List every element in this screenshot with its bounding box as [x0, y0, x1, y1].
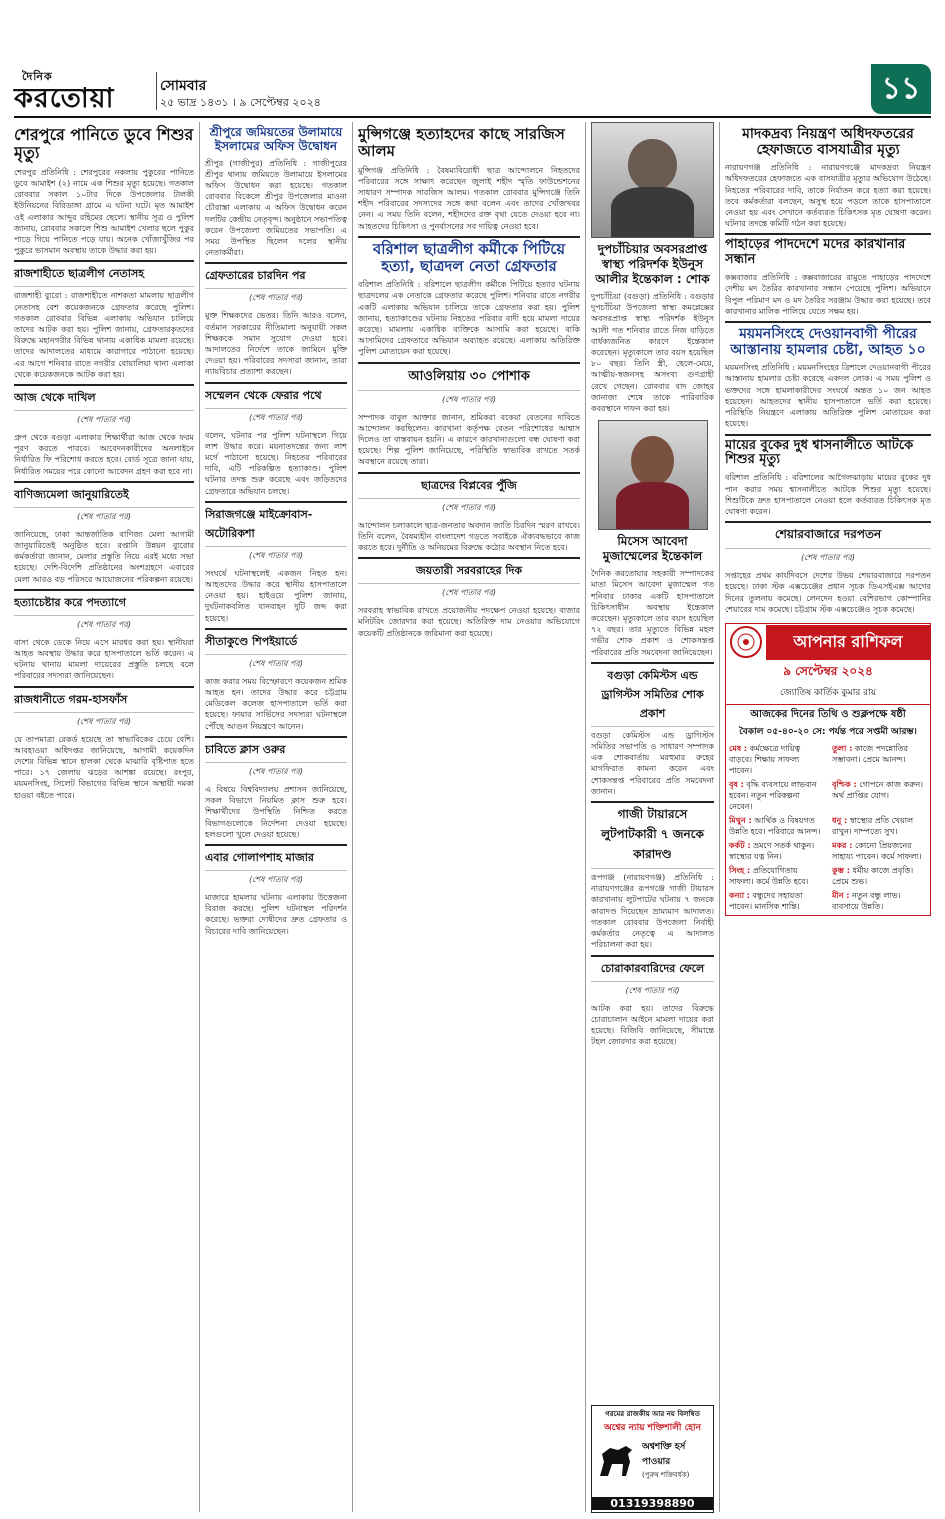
horoscope-item: বৃশ্চিক : গোপনে কাজ করুন। অর্থ প্রাপ্তির যোগ। [832, 780, 923, 800]
horoscope-time: বৈকাল ০৫-৪০-২০ সে: পর্যন্ত পরে সপ্তমী আরম্ভ। [739, 727, 917, 737]
continued-label: (শেষ পাতার পর) [441, 502, 497, 512]
continued-label: (শেষ পাতার পর) [248, 550, 304, 560]
portrait-photo [591, 122, 714, 238]
ad-line: অশ্বের ন্যায় শক্তিশালী হোন [603, 1423, 701, 1433]
article-headline: পাহাড়ের পাদদেশে মদের কারখানার সন্ধান [725, 233, 931, 268]
article-subheadline: ছাত্রদের বিপ্লবের পুঁজি [358, 472, 580, 499]
masthead-day: সোমবার [160, 78, 207, 94]
horoscope-author: জ্যোতিষ কার্তিক কুমার রায় [779, 688, 877, 698]
article-body: সপ্তাহের প্রথম কার্যদিবসে দেশের উভয় শেয়ারবাজারে দরপতন হয়েছে। ঢাকা স্টক এক্সচেঞ্জের প্রধান সূচক ডিএসইএক্স আগের দিনের তুলনায় কমেছে। লেনদেন হওয়া বেশিরভাগ কোম্পানির শেয়ারের দাম কমেছে। চট্টগ্রাম স্টক এক্সচেঞ্জেও সূচক কমেছে। [725, 571, 931, 614]
article-subheadline: এবার গোলাপশাহ মাজার [205, 844, 347, 871]
ad-product: অশ্বশক্তি হর্স পাওয়ার [642, 1442, 686, 1467]
article-headline: মায়ের বুকের দুধ শ্বাসনালীতে আটকে শিশুর মৃত্যু [725, 434, 931, 469]
horoscope-item: কর্কট : ভ্রমণে সতর্ক থাকুন। স্বাস্থ্যের যত্ন নিন। [729, 841, 815, 861]
article-body: সম্পাদক বাবুল আক্তার জানান, শ্রমিকরা বকেয়া বেতনের দাবিতে আন্দোলন করছিলেন। কারখানা কর্তৃপক্ষ বেতন পরিশোধের আশ্বাস দিলেও তা বাস্তবায়ন হয়নি। এ কারণে কারখানাগুলো বন্ধ ঘোষণা করা হয়েছে। শিল্প পুলিশ জানিয়েছে, পরিস্থিতি স্বাভাবিক রাখতে সতর্ক অবস্থানে রয়েছে তারা। [358, 412, 580, 467]
photo-caption: মিসেস আবেদা মুজাম্মেলের ইন্তেকাল [602, 534, 703, 564]
column-divider [352, 122, 353, 1512]
logo-small-text: দৈনিক [22, 70, 53, 83]
continued-label: (শেষ পাতার পর) [800, 553, 856, 563]
article-body: বগুড়া কেমিস্টস এন্ড ড্রাগিস্টস সমিতির সভাপতি ও সাধারণ সম্পাদক এক শোকবার্তায় মরহুমার রুহের মাগফিরাত কামনা করেন এবং শোকসন্তপ্ত পরিবারের প্রতি সমবেদনা জানান। [591, 730, 714, 796]
logo-big-text: করতোয়া [14, 83, 115, 114]
article-subheadline: হত্যাচেষ্টার করে পদত্যাগে [14, 589, 194, 616]
zodiac-wheel-icon [726, 624, 766, 660]
ad-subtitle: (পুরুষ শক্তিবর্ধক) [642, 1471, 690, 1479]
column-5 [725, 122, 931, 1510]
article-subheadline: জয়তারী সরবরাহের দিক [358, 557, 580, 584]
horoscope-date: ৯ সেপ্টেম্বর ২০২৪ [783, 664, 873, 678]
article-headline: মাদকদ্রব্য নিয়ন্ত্রণ অধিদফতরের হেফাজতে বাসযাত্রীর মৃত্যু [742, 126, 914, 159]
horoscope-tithi: আজকের দিনের তিথি ও শুক্লপক্ষে ষষ্ঠী [726, 704, 930, 724]
continued-label: (শেষ পাতার পর) [76, 415, 132, 425]
horoscope-item: মীন : নতুন বন্ধু লাভ। ব্যবসায়ে উন্নতি। [832, 891, 901, 911]
column-1 [14, 122, 194, 1510]
article-subheadline: গ্রেফতারের চারদিন পর [205, 262, 347, 289]
article-body: রাজশাহী ব্যুরো : রাজশাহীতে নাশকতা মামলায় ছাত্রলীগ নেতাসহ বেশ কয়েকজনকে গ্রেফতার করেছে পুলিশ। গতকাল রোববার বিভিন্ন এলাকায় অভিযান চালিয়ে তাদের আটক করা হয়। পুলিশ জানায়, গ্রেফতারকৃতদের বিরুদ্ধে মহানগরীর বিভিন্ন থানায় একাধিক মামলা রয়েছে। তাদের আদালতের মাধ্যমে কারাগারে পাঠানো হয়েছে। এর আগে শনিবার রাতে নগরীর বোয়ালিয়া থানা এলাকা থেকে কয়েকজনকে আটক করা হয়। [14, 291, 194, 379]
horse-power-ad [591, 1405, 714, 1513]
continued-label: (শেষ পাতার পর) [248, 766, 304, 776]
article-subheadline: সিরাজগঞ্জে মাইক্রোবাস-অটোরিকশা [205, 501, 347, 547]
article-body: জানিয়েছে, ঢাকা আন্তর্জাতিক বাণিজ্য মেলা আগামী জানুয়ারিতেই অনুষ্ঠিত হবে। রপ্তানি উন্নয়ন ব্যুরোর কর্মকর্তারা জানান, মেলার প্রস্তুতি নিয়ে এরই মধ্যে সভা হয়েছে। দেশি-বিদেশি প্রতিষ্ঠানের অংশগ্রহণে এবারের মেলা আরও বড় পরিসরে আয়োজনের পরিকল্পনা রয়েছে। [14, 529, 194, 584]
article-body: দুপচাঁচিয়া (বগুড়া) প্রতিনিধি : বগুড়ার দুপচাঁচিয়া উপজেলা স্বাস্থ্য কমপ্লেক্সের অবসরপ্রাপ্ত স্বাস্থ্য পরিদর্শক ইউনুস আলী গত শনিবার রাতে নিজ বাড়িতে বার্ধক্যজনিত কারণে ইন্তেকাল করেছেন। মৃত্যুকালে তার বয়স হয়েছিল ৮০ বছর। তিনি স্ত্রী, ছেলে-মেয়ে, আত্মীয়-স্বজনসহ অসংখ্য গুণগ্রাহী রেখে গেছেন। রোববার বাদ জোহর জানাজা শেষে তাকে পারিবারিক কবরস্থানে দাফন করা হয়। [591, 292, 714, 414]
horoscope-item: কুম্ভ : ধর্মীয় কাজে প্রবৃত্তি। প্রেমে শুভ। [832, 866, 914, 886]
page-number-badge: ১১ [871, 64, 931, 114]
article-headline: শ্রীপুরে জমিয়তের উলামায়ে ইসলামের অফিস উদ্বোধন [209, 125, 343, 153]
article-body: বলেন, ঘটনার পর পুলিশ ঘটনাস্থলে গিয়ে লাশ উদ্ধার করে। ময়নাতদন্তের জন্য লাশ মর্গে পাঠানো হয়েছে। নিহতের পরিবারের দাবি, এটি পরিকল্পিত হত্যাকাণ্ড। পুলিশ ঘটনার তদন্ত শুরু করেছে এবং জড়িতদের গ্রেফতারে অভিযান চলছে। [205, 430, 347, 496]
article-headline: বরিশাল ছাত্রলীগ কর্মীকে পিটিয়ে হত্যা, ছাত্রদল নেতা গ্রেফতার [358, 236, 580, 276]
column-4 [591, 122, 714, 1510]
article-body: বরিশাল প্রতিনিধি : বরিশালের আগৈলঝাড়ায় মায়ের বুকের দুধ পান করার সময় শ্বাসনালীতে আটকে শিশুর মৃত্যু হয়েছে। শিশুটিকে দ্রুত হাসপাতালে নেওয়া হলে কর্তব্যরত চিকিৎসক মৃত ঘোষণা করেন। [725, 473, 931, 516]
horoscope-item: তুলা : কাজে পদন্নোতির সম্ভাবনা। প্রেমে আনন্দ। [832, 744, 909, 764]
article-body: শ্রীপুর (গাজীপুর) প্রতিনিধি : গাজীপুরের শ্রীপুর থানায় জমিয়তে উলামায়ে ইসলামের অফিস উদ্বোধন করা হয়েছে। গতকাল রোববার বিকেলে শ্রীপুর উপজেলার মাওনা চৌরাস্তা এলাকায় এ অফিস উদ্বোধন করেন দলটির কেন্দ্রীয় নেতৃবৃন্দ। অনুষ্ঠানে সভাপতিত্ব করেন উপজেলা জমিয়তের সভাপতি। এ সময় উপস্থিত ছিলেন দলের স্থানীয় নেতাকর্মীরা। [205, 158, 347, 258]
continued-label: (শেষ পাতার পর) [248, 293, 304, 303]
continued-label: (শেষ পাতার পর) [625, 985, 680, 995]
article-subheadline: গাজী টায়ারসে লুটপাটকারী ৭ জনকে কারাদণ্ড [591, 801, 714, 869]
article-body: ময়মনসিংহ প্রতিনিধি : ময়মনসিংহের ত্রিশালে দেওয়ানবাগী পীরের আস্তানায় হামলার চেষ্টা করেছে একদল লোক। এ সময় পুলিশ ও ভক্তদের সঙ্গে হামলাকারীদের সংঘর্ষে অন্তত ১০ জন আহত হয়েছেন। আহতদের স্থানীয় হাসপাতালে ভর্তি করা হয়েছে। পরিস্থিতি নিয়ন্ত্রণে এলাকায় অতিরিক্ত পুলিশ মোতায়েন করা হয়েছে। [725, 363, 931, 429]
article-body: মুক্ত শিক্ষকদের ভেতর। তিনি আরও বলেন, বর্তমান সরকারের নীতিমালা অনুযায়ী সকল শিক্ষককে সমান সুযোগ দেওয়া হবে। আদালতের নির্দেশে তাকে জামিনে মুক্তি দেওয়া হয়। পরিবারের সদস্যরা জানান, তারা ন্যায়বিচার প্রত্যাশা করছেন। [205, 311, 347, 377]
ad-phone: 01319398890 [592, 1497, 713, 1510]
article-body: আন্দোলন চলাকালে ছাত্র-জনতার অবদান জাতি চিরদিন স্মরণ রাখবে। তিনি বলেন, বৈষম্যহীন বাংলাদেশ গড়তে সবাইকে ঐক্যবদ্ধভাবে কাজ করতে হবে। দুর্নীতি ও অনিয়মের বিরুদ্ধে কঠোর অবস্থান নিতে হবে। [358, 520, 580, 553]
horoscope-list [726, 743, 930, 915]
continued-label: (শেষ পাতার পর) [441, 588, 497, 598]
article-body: সংঘর্ষে ঘটনাস্থলেই একজন নিহত হন। আহতদের উদ্ধার করে স্থানীয় হাসপাতালে নেওয়া হয়। হাইওয়ে পুলিশ জানায়, দুর্ঘটনাকবলিত যানবাহন দুটি জব্দ করা হয়েছে। [205, 568, 347, 623]
article-body: মাজারে হামলার ঘটনায় এলাকায় উত্তেজনা বিরাজ করছে। পুলিশ ঘটনাস্থল পরিদর্শন করেছে। ভক্তরা দোষীদের দ্রুত গ্রেফতার ও বিচারের দাবি জানিয়েছেন। [205, 892, 347, 936]
article-subheadline: বাণিজ্যমেলা জানুয়ারিতেই [14, 481, 194, 508]
column-divider [199, 122, 200, 1512]
article-headline: মুন্সিগঞ্জে হত্যাহদের কাছে সারজিস আলম [358, 125, 565, 161]
article-body: দৈনিক করতোয়ার সহকারী সম্পাদকের মাতা মিসেস আবেদা মুজাম্মেল গত শনিবার ঢাকার একটি হাসপাতালে চিকিৎসাধীন অবস্থায় ইন্তেকাল করেছেন। মৃত্যুকালে তার বয়স হয়েছিল ৭২ বছর। তার মৃত্যুতে বিভিন্ন মহল গভীর শোক প্রকাশ ও শোকসন্তপ্ত পরিবারের প্রতি সমবেদনা জানিয়েছেন। [591, 569, 714, 657]
column-divider [585, 122, 586, 1512]
article-subheadline: আজ থেকে দাখিল [14, 384, 194, 411]
continued-label: (শেষ পাতার পর) [76, 619, 132, 629]
portrait-photo [598, 420, 708, 530]
article-body: মুন্সিগঞ্জ প্রতিনিধি : বৈষম্যবিরোধী ছাত্র আন্দোলনে নিহতদের পরিবারের সঙ্গে সাক্ষাৎ করেছেন জুলাই শহীদ স্মৃতি ফাউন্ডেশনের সাধারণ সম্পাদক সারজিস আলম। গতকাল রোববার মুন্সিগঞ্জে তিনি শহীদ পরিবারের সদস্যদের সঙ্গে কথা বলেন এবং তাদের খোঁজখবর নেন। এ সময় তিনি বলেন, শহীদদের রক্ত বৃথা যেতে দেওয়া হবে না। আহতদের চিকিৎসা ও পুনর্বাসনের সব দায়িত্ব নেওয়া হবে। [358, 165, 580, 231]
masthead-date: ২৫ ভাদ্র ১৪৩১ । ৯ সেপ্টেম্বর ২০২৪ [160, 96, 321, 109]
article-subheadline: শেয়ারবাজারে দরপতন [725, 521, 931, 549]
ad-line: গরমের রাজকীয় আর নয় বিলম্বিত [605, 1410, 700, 1418]
photo-caption: দুপচাঁচিয়ার অবসরপ্রাপ্ত স্বাস্থ্য পরিদর্শক ইউনুস আলীর ইন্তেকাল : শোক [595, 242, 710, 286]
horoscope-item: বৃষ : বৃদ্ধি ব্যবসায়ে লাভবান হবেন। নতুন পরিকল্পনা নেবেন। [729, 780, 817, 811]
article-body: সরবরাহ স্বাভাবিক রাখতে প্রয়োজনীয় পদক্ষেপ নেওয়া হয়েছে। বাজার মনিটরিং জোরদার করা হয়েছে। অতিরিক্ত দাম নেওয়ার অভিযোগে কয়েকটি প্রতিষ্ঠানকে জরিমানা করা হয়েছে। [358, 606, 580, 638]
horoscope-item: সিংহ : প্রতিযোগিতায় সাফল্য। কর্মে উন্নতি হবে। [729, 866, 809, 886]
horoscope-item: মকর : কোনো প্রিয়জনের সাহায্য পাবেন। কর্মে সাফল্য। [832, 841, 922, 861]
continued-label: (শেষ পাতার পর) [248, 658, 304, 668]
article-subheadline: বগুড়া কেমিস্টস এন্ড ড্রাগিস্টস সমিতির শোক প্রকাশ [591, 662, 714, 727]
horoscope-item: মিথুন : আর্থিক ও বিষয়গত উন্নতি হবে। পরিবারে আনন্দ। [729, 816, 821, 836]
horoscope-item: ধনু : স্বাস্থ্যের প্রতি খেয়াল রাখুন। দাম্পত্যে সুখ। [832, 816, 914, 836]
horoscope-box [725, 623, 931, 916]
article-body: বাসা থেকে ডেকে নিয়ে এসে মারধর করা হয়। স্থানীয়রা আহত অবস্থায় উদ্ধার করে হাসপাতালে ভর্তি করেন। এ ঘটনায় থানায় মামলা দায়েরের প্রস্তুতি চলছে বলে পরিবারের সদস্যরা জানিয়েছেন। [14, 637, 194, 681]
horse-icon [592, 1440, 642, 1480]
masthead-rule [14, 116, 931, 118]
article-body: শেরপুর প্রতিনিধি : শেরপুরের নকলায় পুকুরের পানিতে ডুবে আমাইশ (২) নামে এক শিশুর মৃত্যু হয়েছে। গতকাল রোববার সকাল ১০টার দিকে উপজেলার টালকী ইউনিয়নের বিরিডাঙ্গা গ্রামে এ ঘটনা ঘটে। মৃত আমাইশ ওই এলাকার আব্দুর রহিমের ছেলে। স্থানীয় সূত্র ও পুলিশ জানায়, রোববার সকালে শিশু আমাইশ খেলার ছলে পুকুর পাড়ে গিয়ে পানিতে পড়ে যায়। অনেক খোঁজাখুঁজির পর পুকুরে ভাসমান অবস্থায় তাকে উদ্ধার করা হয়। [14, 167, 194, 256]
article-body: রূপগঞ্জ (নারায়ণগঞ্জ) প্রতিনিধি : নারায়ণগঞ্জের রূপগঞ্জে গাজী টায়ারস কারখানায় লুটপাটের ঘটনায় ৭ জনকে কারাদণ্ড দিয়েছেন ভ্রাম্যমাণ আদালত। গতকাল রোববার উপজেলা নির্বাহী কর্মকর্তার নেতৃত্বে এ আদালত পরিচালনা করা হয়। [591, 873, 714, 950]
continued-label: (শেষ পাতার পর) [76, 716, 132, 726]
continued-label: (শেষ পাতার পর) [76, 511, 132, 521]
article-subheadline: আওলিয়ায় ৩০ পোশাক [358, 362, 580, 391]
article-body: গ্রুপ থেকে বগুড়া এলাকার শিক্ষার্থীরা আজ থেকে ফরম পূরণ করতে পারবে। আবেদনকারীদের অনলাইনে নির্ধারিত ফি পরিশোধ করতে হবে। বোর্ড সূত্রে জানা যায়, নির্ধারিত সময়ের পরে কোনো আবেদন গ্রহণ করা হবে না। [14, 433, 194, 476]
horoscope-item: মেষ : কর্মক্ষেত্রে দায়িত্ব বাড়বে। শিক্ষায় সাফল্য পাবেন। [729, 744, 801, 775]
masthead-divider [156, 72, 157, 110]
masthead [0, 0, 945, 116]
column-divider [719, 122, 720, 1512]
continued-label: (শেষ পাতার পর) [248, 874, 304, 884]
article-subheadline: রাজধানীতে গরম-হাসফাঁস [14, 686, 194, 713]
article-body: যে তাপমাত্রা রেকর্ড হয়েছে তা স্বাভাবিকের চেয়ে বেশি। আবহাওয়া অধিদপ্তর জানিয়েছে, আগামী কয়েকদিন দেশের বিভিন্ন স্থানে হালকা থেকে মাঝারি বৃষ্টিপাত হতে পারে। ১৭ জেলায় ঝড়ের আশঙ্কা রয়েছে। রংপুর, ময়মনসিংহ, সিলেট বিভাগের বিভিন্ন স্থানে অস্থায়ী দমকা হাওয়া বইতে পারে। [14, 734, 194, 800]
article-body: আটক করা হয়। তাদের বিরুদ্ধে চোরাচালান আইনে মামলা দায়ের করা হয়েছে। বিজিবি জানিয়েছে, সীমান্তে টহল জোরদার করা হয়েছে। [591, 1003, 714, 1047]
article-subheadline: চাবিতে ক্লাস ওরুর [205, 736, 347, 763]
article-headline: শেরপুরে পানিতে ডুবে শিশুর মৃত্যু [14, 125, 194, 163]
article-subheadline: সীতাকুণ্ডে শিপইয়ার্ডে [205, 628, 347, 655]
article-body: নারায়ণগঞ্জ প্রতিনিধি : নারায়ণগঞ্জে মাদকদ্রব্য নিয়ন্ত্রণ অধিদফতরের হেফাজতে এক বাসযাত্রীর মৃত্যুর অভিযোগ উঠেছে। নিহতের পরিবারের দাবি, তাকে নির্যাতন করে হত্যা করা হয়েছে। তবে কর্মকর্তারা বলছেন, অসুস্থ হয়ে পড়লে তাকে হাসপাতালে নেওয়া হয় এবং সেখানে কর্তব্যরত চিকিৎসক মৃত ঘোষণা করেন। ঘটনার তদন্তে কমিটি গঠন করা হয়েছে। [725, 163, 931, 229]
article-body: এ বিষয়ে বিশ্ববিদ্যালয় প্রশাসন জানিয়েছে, সকল বিভাগে নিয়মিত ক্লাস শুরু হবে। শিক্ষার্থীদের উপস্থিতি নিশ্চিত করতে বিভাগগুলোকে নির্দেশনা দেওয়া হয়েছে। হলগুলো খুলে দেওয়া হয়েছে। [205, 784, 347, 839]
article-headline: ময়মনসিংহে দেওয়ানবাগী পীরের আস্তানায় হামলার চেষ্টা, আহত ১০ [725, 321, 931, 358]
article-subheadline: রাজশাহীতে ছাত্রলীগ নেতাসহ [14, 260, 194, 287]
horoscope-item: কন্যা : বন্ধুদের সহায়তা পাবেন। মানসিক শান্তি। [729, 891, 803, 911]
article-subheadline: সম্মেলন থেকে ফেরার পথে [205, 382, 347, 409]
horoscope-title: আপনার রাশিফল [766, 625, 930, 660]
continued-label: (শেষ পাতার পর) [248, 412, 304, 422]
article-subheadline: চোরাকারবারিদের ফেলে [591, 955, 714, 982]
article-body: কাজ করার সময় বিস্ফোরণে কয়েকজন শ্রমিক আহত হন। তাদের উদ্ধার করে চট্টগ্রাম মেডিকেল কলেজ হাসপাতালে ভর্তি করা হয়েছে। ফায়ার সার্ভিসের সদস্যরা ঘটনাস্থলে পৌঁছে আগুন নিয়ন্ত্রণে আনেন। [205, 676, 347, 731]
column-3 [358, 122, 580, 1510]
newspaper-logo [14, 68, 154, 112]
article-body: কক্সবাজার প্রতিনিধি : কক্সবাজারের রামুতে পাহাড়ের পাদদেশে দেশীয় মদ তৈরির কারখানার সন্ধান পেয়েছে পুলিশ। অভিযানে বিপুল পরিমাণ মদ ও মদ তৈরির সরঞ্জাম উদ্ধার করা হয়েছে। তবে কারখানার মালিক পালিয়ে যেতে সক্ষম হয়। [725, 273, 931, 316]
article-body: বরিশাল প্রতিনিধি : বরিশালে ছাত্রলীগ কর্মীকে পিটিয়ে হত্যার ঘটনায় ছাত্রদলের এক নেতাকে গ্রেফতার করেছে পুলিশ। শনিবার রাতে নগরীর একটি এলাকায় অভিযান চালিয়ে তাকে গ্রেফতার করা হয়। পুলিশ জানায়, হত্যাকাণ্ডের ঘটনায় নিহতের পরিবার বাদী হয়ে মামলা দায়ের করেছে। মামলায় একাধিক ব্যক্তিকে আসামি করা হয়েছে। বাকি আসামিদের গ্রেফতারে অভিযান অব্যাহত রয়েছে। এলাকায় অতিরিক্ত পুলিশ মোতায়েন করা হয়েছে। [358, 280, 580, 357]
column-2 [205, 122, 347, 1510]
continued-label: (শেষ পাতার পর) [441, 394, 497, 404]
